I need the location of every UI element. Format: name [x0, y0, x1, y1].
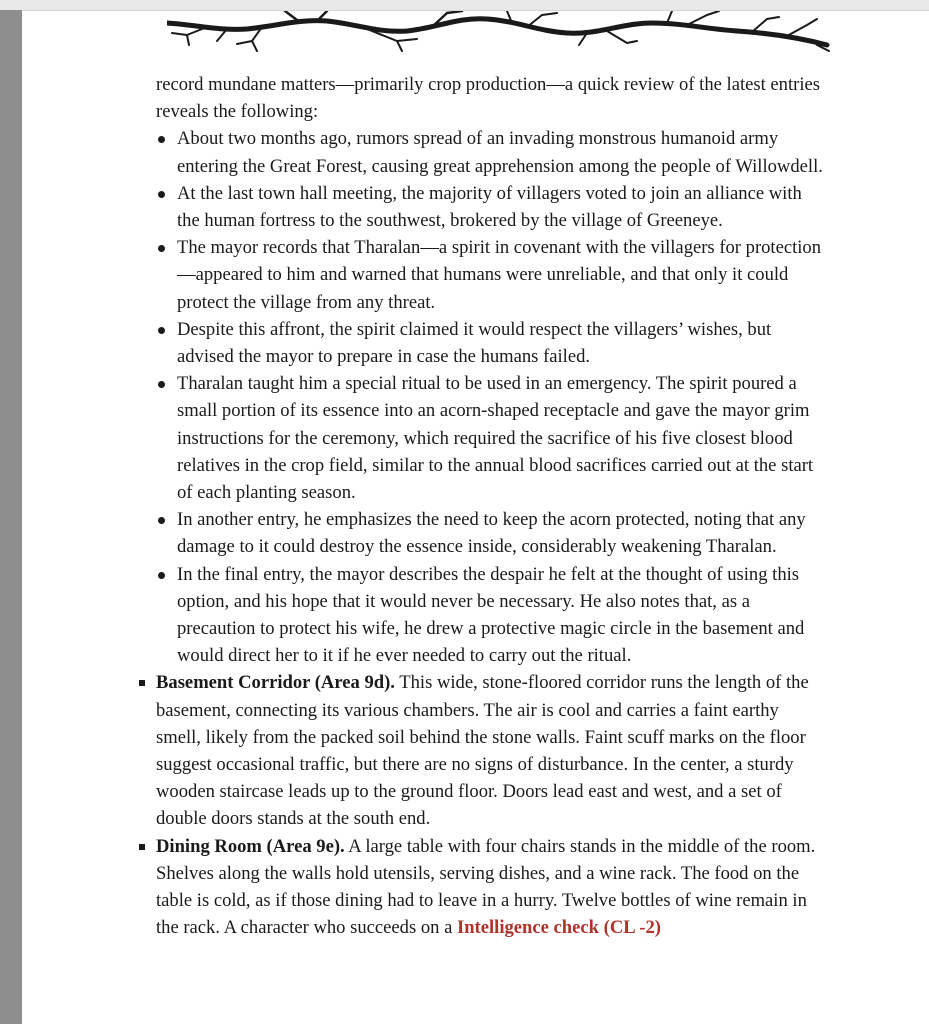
section-basement-corridor: [156, 669, 826, 832]
bullet-icon: [158, 136, 165, 143]
list-item: [156, 125, 826, 179]
section-body: A large table with four chairs stands in the middle of the room. Shelves along the walls hold utensils, serving dishes, and a wine rack. The food on the table is cold, as if those dining had to leave in a hurry. Twelve bottles of wine remain in the rack. A character who succeeds on a: [156, 835, 816, 939]
list-item-text: At the last town hall meeting, the majority of villagers voted to join an alliance with the human fortress to the southwest, brokered by the village of Greeneye.: [177, 182, 802, 232]
intelligence-check-link[interactable]: Intelligence check (CL -2): [456, 917, 661, 939]
bullet-icon: [158, 572, 165, 579]
document-page: [22, 11, 929, 1024]
list-item: [156, 561, 826, 670]
bullet-icon: [158, 381, 165, 388]
list-item: [156, 234, 826, 316]
bullet-icon: [158, 191, 165, 198]
list-item: [156, 316, 826, 370]
square-bullet-icon: [139, 844, 145, 850]
list-item-text: The mayor records that Tharalan—a spirit in covenant with the villagers for protection—appeared to him and warned that humans were unreliable, and that only it could protect the village from any threat.: [177, 237, 822, 313]
section-dining-room: [156, 833, 826, 942]
list-item-text: Despite this affront, the spirit claimed it would respect the villagers’ wishes, but advised the mayor to prepare in case the humans failed.: [177, 318, 772, 368]
list-item: [156, 180, 826, 234]
bullet-icon: [158, 327, 165, 334]
branch-ornament-icon: [167, 11, 832, 55]
list-item-text: About two months ago, rumors spread of an invading monstrous humanoid army entering the Great Forest, causing great apprehension among the people of Willowdell.: [177, 128, 823, 177]
journal-entry-list: [156, 125, 826, 669]
bullet-icon: [158, 517, 165, 524]
list-item-text: In the final entry, the mayor describes the despair he felt at the thought of using this option, and his hope that it would never be necessary. He also notes that, as a precaution to protect his wife, he drew a protective magic circle in the basement and would direct her to it if he ever needed to carry out the ritual.: [177, 563, 805, 667]
viewer-left-gutter: [0, 10, 22, 1024]
section-body: This wide, stone-floored corridor runs the length of the basement, connecting its various chambers. The air is cool and carries a faint earthy smell, likely from the packed soil behind the stone walls. Faint scuff marks on the floor suggest occasional traffic, but there are no signs of disturbance. In the center, a sturdy wooden staircase leads up to the ground floor. Doors lead east and west, and a set of double doors stands at the south end.: [156, 672, 809, 830]
list-item-text: In another entry, he emphasizes the need to keep the acorn protected, noting that any damage to it could destroy the essence inside, considerably weakening Tharalan.: [177, 509, 806, 558]
intro-paragraph: record mundane matters—primarily crop production—a quick review of the latest entries reveals the following:: [156, 74, 820, 123]
section-title: Basement Corridor (Area 9d).: [156, 672, 395, 694]
section-title: Dining Room (Area 9e).: [156, 835, 345, 857]
square-bullet-icon: [139, 680, 145, 686]
list-item: [156, 506, 826, 560]
list-item: [156, 370, 826, 506]
viewer-top-bar: [0, 0, 929, 11]
document-body: [156, 71, 826, 942]
bullet-icon: [158, 245, 165, 252]
list-item-text: Tharalan taught him a special ritual to be used in an emergency. The spirit poured a small portion of its essence into an acorn-shaped receptacle and gave the mayor grim instructions for the ceremony, which required the sacrifice of his five closest blood relatives in the crop field, similar to the annual blood sacrifices carried out at the start of each planting season.: [177, 373, 814, 504]
